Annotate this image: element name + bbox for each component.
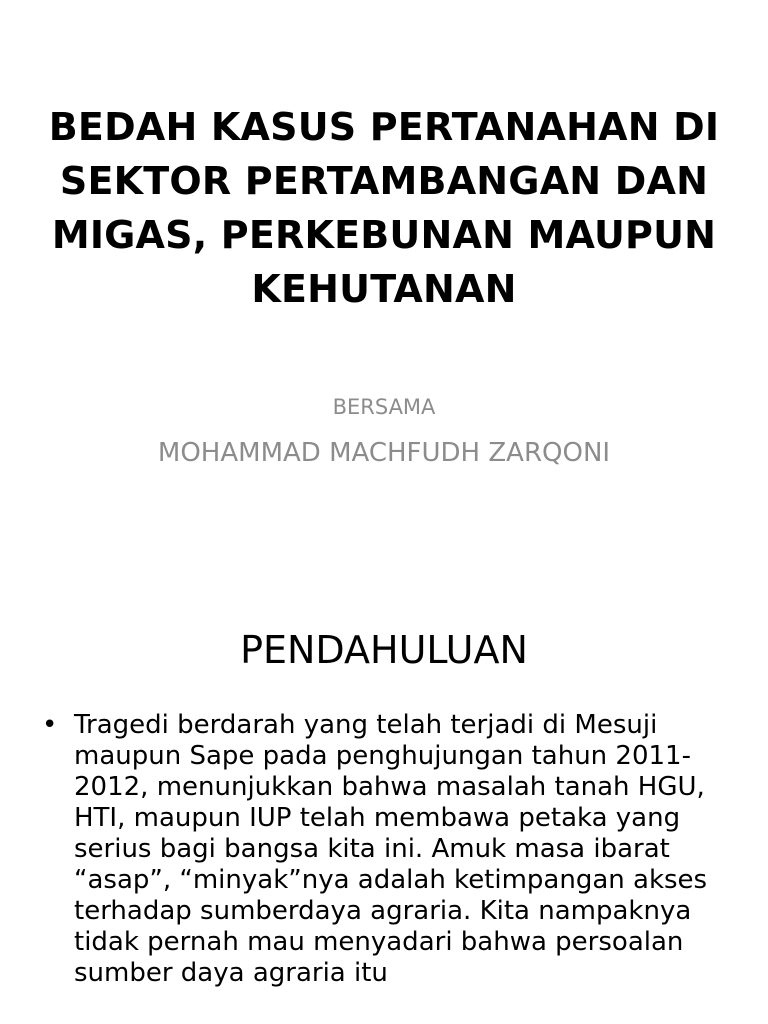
subtitle-presenter-label: BERSAMA: [332, 395, 436, 419]
bullet-item: [38, 710, 738, 989]
slide-heading: PENDAHULUAN: [240, 628, 528, 672]
slide-title: BEDAH KASUS PERTANAHAN DI SEKTOR PERTAMBANGAN DAN MIGAS, PERKEBUNAN MAUPUN KEHUTANAN: [48, 105, 720, 311]
subtitle-presenter-name: MOHAMMAD MACHFUDH ZARQONI: [157, 438, 611, 468]
content-slide: [0, 576, 768, 1024]
bullet-text: Tragedi berdarah yang telah terjadi di Mesuji maupun Sape pada penghujungan tahun 2011-2012, menunjukkan bahwa masalah tanah HGU, HTI, maupun IUP telah membawa petaka yang serius bagi bangsa kita ini. Amuk masa ibarat “asap”, “minyak”nya adalah ketimpangan akses terhadap sumberdaya agraria. Kita nampaknya tidak pernah mau menyadari bahwa persoalan sumber daya agraria itu: [74, 710, 708, 988]
bullet-list: [38, 710, 738, 989]
bullet-icon: •: [42, 710, 58, 740]
